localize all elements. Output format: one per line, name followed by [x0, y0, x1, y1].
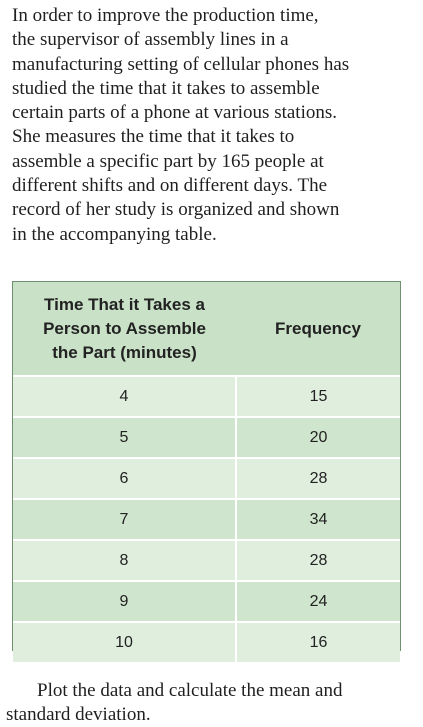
table-row: [13, 581, 400, 622]
table-row: [13, 417, 400, 458]
intro-line: the supervisor of assembly lines in a: [12, 29, 289, 51]
intro-line: manufacturing setting of cellular phones has: [12, 53, 350, 75]
frequency-cell: 28: [236, 458, 400, 499]
frequency-cell: 16: [236, 622, 400, 662]
frequency-table: [13, 282, 400, 662]
intro-line: In order to improve the production time,: [12, 5, 319, 26]
table-row: [13, 540, 400, 581]
frequency-cell: 15: [236, 376, 400, 417]
time-header-line: the Part (minutes): [52, 342, 197, 362]
table-row: [13, 622, 400, 662]
intro-line: She measures the time that it takes to: [12, 126, 295, 148]
frequency-cell: 24: [236, 581, 400, 622]
frequency-cell: 34: [236, 499, 400, 540]
table-row: [13, 499, 400, 540]
intro-line: in the accompanying table.: [12, 223, 217, 245]
frequency-table-container: [12, 281, 401, 651]
time-cell: 8: [13, 540, 236, 581]
table-row: [13, 458, 400, 499]
table-header-row: [13, 282, 400, 376]
time-header-line: Time That it Takes a: [44, 294, 205, 314]
problem-task: [6, 679, 421, 727]
intro-line: studied the time that it takes to assemble: [12, 77, 320, 99]
time-column-header: [13, 282, 236, 376]
intro-line: assemble a specific part by 165 people at: [12, 150, 324, 172]
intro-line: certain parts of a phone at various stations.: [12, 102, 338, 124]
time-cell: 7: [13, 499, 236, 540]
time-cell: 4: [13, 376, 236, 417]
frequency-column-header: Frequency: [236, 282, 400, 376]
task-line: standard deviation.: [6, 704, 151, 725]
time-cell: 10: [13, 622, 236, 662]
problem-intro: [12, 4, 417, 247]
time-cell: 5: [13, 417, 236, 458]
time-cell: 6: [13, 458, 236, 499]
frequency-cell: 28: [236, 540, 400, 581]
time-header-line: Person to Assemble: [43, 318, 206, 338]
time-cell: 9: [13, 581, 236, 622]
table-row: [13, 376, 400, 417]
frequency-cell: 20: [236, 417, 400, 458]
intro-line: record of her study is organized and shown: [12, 199, 340, 221]
intro-line: different shifts and on different days. The: [12, 175, 328, 197]
task-line: Plot the data and calculate the mean and: [37, 680, 343, 701]
